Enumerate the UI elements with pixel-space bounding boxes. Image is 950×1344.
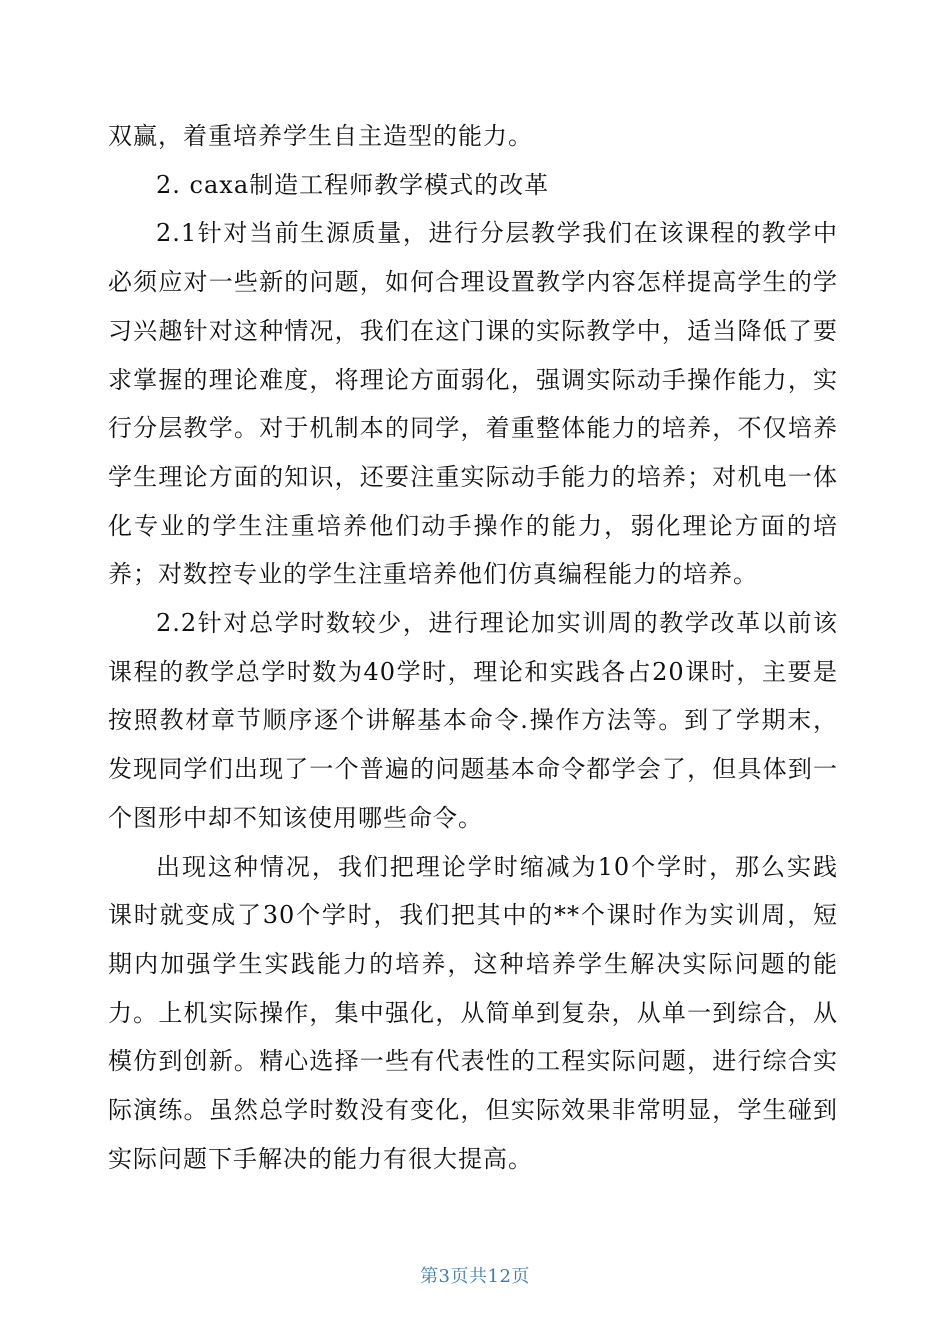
paragraph-2-2: 2.2针对总学时数较少，进行理论加实训周的教学改革以前该课程的教学总学时数为40学时，理论和实践各占20课时，主要是按照教材章节顺序逐个讲解基本命令.操作方法等。到了学期末，发现同学们出现了一个普遍的问题基本命令都学会了，但具体到一个图形中却不知该使用哪些命令。 [108, 609, 838, 832]
page-number-footer: 第3页共12页 [420, 1266, 530, 1287]
paragraph-conclusion: 出现这种情况，我们把理论学时缩减为10个学时，那么实践课时就变成了30个学时，我们把其中的**个课时作为实训周，短期内加强学生实践能力的培养，这种培养学生解决实际问题的能力。上机实际操作，集中强化，从简单到复杂，从单一到综合，从模仿到创新。精心选择一些有代表性的工程实际问题，进行综合实际演练。虽然总学时数没有变化，但实际效果非常明显，学生碰到实际问题下手解决的能力有很大提高。 [108, 852, 838, 1173]
document-body [108, 112, 838, 1183]
paragraph-continuation: 双赢，着重培养学生自主造型的能力。 [108, 122, 533, 150]
paragraph-2-1: 2.1针对当前生源质量，进行分层教学我们在该课程的教学中必须应对一些新的问题，如何合理设置教学内容怎样提高学生的学习兴趣针对这种情况，我们在这门课的实际教学中，适当降低了要求掌握的理论难度，将理论方面弱化，强调实际动手操作能力，实行分层教学。对于机制本的同学，着重整体能力的培养，不仅培养学生理论方面的知识，还要注重实际动手能力的培养；对机电一体化专业的学生注重培养他们动手操作的能力，弱化理论方面的培养；对数控专业的学生注重培养他们仿真编程能力的培养。 [108, 219, 838, 589]
section-heading: 2. caxa制造工程师教学模式的改革 [156, 170, 550, 199]
